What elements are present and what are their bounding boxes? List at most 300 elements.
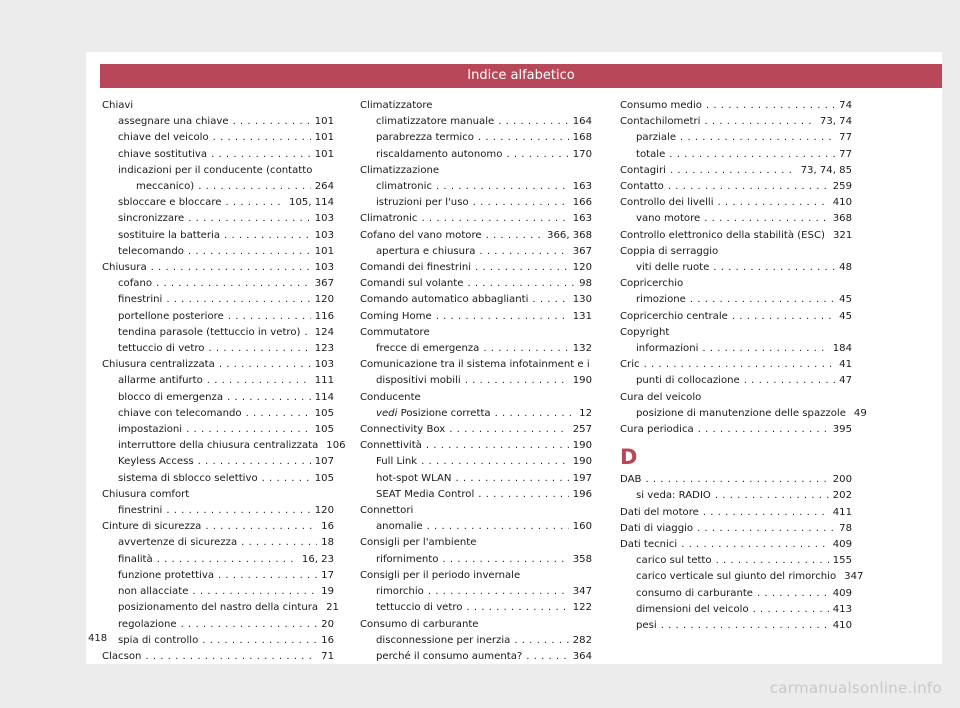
entry-term: Coppia di serraggio <box>620 245 719 257</box>
entry-page-ref[interactable]: 257 <box>572 424 592 436</box>
entry-page-ref[interactable]: 16, 23 <box>301 553 334 565</box>
index-subentry <box>620 488 852 504</box>
dot-leader <box>514 633 568 649</box>
index-subentry <box>102 373 334 389</box>
index-subentry <box>102 195 334 211</box>
index-entry <box>360 422 592 438</box>
entry-page-ref[interactable]: 347 <box>572 586 592 598</box>
entry-page-ref[interactable]: 101 <box>314 148 334 160</box>
watermark: carmanualsonline.info <box>769 679 942 697</box>
index-entry <box>620 98 852 114</box>
index-entry <box>620 472 852 488</box>
index-subentry <box>102 454 334 470</box>
index-subentry <box>360 406 592 422</box>
dot-leader <box>532 292 568 308</box>
index-subentry <box>102 276 334 292</box>
index-subentry <box>102 341 334 357</box>
entry-page-ref[interactable]: 111 <box>314 375 334 387</box>
index-subentry <box>360 147 592 163</box>
entry-term: Coming Home <box>360 310 432 322</box>
index-entry <box>620 422 852 438</box>
entry-term: dimensioni del veicolo <box>636 603 749 615</box>
entry-term: spia di controllo <box>118 634 199 646</box>
dot-leader <box>467 276 575 292</box>
index-entry <box>360 260 592 276</box>
entry-page-ref[interactable]: 131 <box>572 310 592 322</box>
entry-term: meccanico) <box>136 181 195 193</box>
entry-page-ref[interactable]: 409 <box>832 587 852 599</box>
index-entry <box>620 521 852 537</box>
entry-term: DAB <box>620 474 642 486</box>
index-entry <box>620 505 852 521</box>
index-entry <box>360 568 592 584</box>
entry-page-ref[interactable]: 105 <box>314 472 334 484</box>
dot-leader <box>198 179 311 195</box>
entry-page-ref[interactable]: 16 <box>321 634 334 646</box>
index-entry <box>360 390 592 406</box>
entry-page-ref[interactable]: 45 <box>839 294 852 306</box>
index-entry <box>360 211 592 227</box>
dot-leader <box>422 211 569 227</box>
entry-term: informazioni <box>636 343 699 355</box>
index-subentry <box>620 602 852 618</box>
entry-page-ref[interactable]: 200 <box>832 474 852 486</box>
entry-term: dispositivi mobili <box>376 375 461 387</box>
entry-term: tettuccio di vetro <box>376 602 463 614</box>
index-subentry <box>360 130 592 146</box>
dot-leader <box>218 568 317 584</box>
dot-leader <box>226 195 286 211</box>
entry-page-ref[interactable]: 98 <box>579 278 592 290</box>
dot-leader <box>670 163 797 179</box>
index-subentry <box>102 292 334 308</box>
dot-leader <box>690 292 835 308</box>
entry-page-ref[interactable]: 264 <box>314 181 334 193</box>
entry-term: disconnessione per inerzia <box>376 634 511 646</box>
index-subentry <box>360 487 592 503</box>
entry-page-ref[interactable]: 410 <box>832 197 852 209</box>
entry-page-ref[interactable]: 120 <box>314 505 334 517</box>
entry-term: Keyless Access <box>118 456 194 468</box>
entry-term: Cura del veicolo <box>620 391 702 403</box>
index-entry <box>620 537 852 553</box>
entry-term: portellone posteriore <box>118 310 224 322</box>
entry-term: Connettività <box>360 440 422 452</box>
dot-leader <box>198 454 311 470</box>
entry-page-ref[interactable]: 168 <box>572 132 592 144</box>
index-entry <box>620 195 852 211</box>
entry-term: Copricerchio centrale <box>620 310 728 322</box>
index-subentry <box>102 471 334 487</box>
entry-term: rimorchio <box>376 586 424 598</box>
index-entry <box>102 260 334 276</box>
entry-page-ref[interactable]: 364 <box>572 650 592 662</box>
entry-term: finalità <box>118 553 153 565</box>
dot-leader <box>715 488 829 504</box>
entry-page-ref[interactable]: 16 <box>321 521 334 533</box>
index-subentry <box>620 341 852 357</box>
entry-term: Chiavi <box>102 100 134 111</box>
entry-term: riscaldamento autonomo <box>376 148 503 160</box>
entry-page-ref[interactable]: 358 <box>572 553 592 565</box>
index-entry <box>360 535 592 551</box>
entry-page-ref[interactable]: 202 <box>832 490 852 502</box>
dot-leader <box>213 130 311 146</box>
entry-term: interruttore della chiusura centralizzata <box>118 440 319 452</box>
entry-term: Controllo elettronico della stabilità (ESC) <box>620 229 825 241</box>
dot-leader <box>156 276 311 292</box>
dot-leader <box>246 406 311 422</box>
entry-page-ref[interactable]: 184 <box>832 343 852 355</box>
entry-page-ref[interactable]: 105, 114 <box>289 197 334 209</box>
entry-page-ref[interactable]: 130 <box>572 294 592 306</box>
entry-term: Connettori <box>360 505 414 517</box>
entry-page-ref[interactable]: 321 <box>832 229 853 241</box>
entry-term: sistema di sblocco selettivo <box>118 472 258 484</box>
index-subentry <box>620 260 852 276</box>
entry-page-ref[interactable]: 155 <box>832 555 852 567</box>
dot-leader <box>753 602 829 618</box>
dot-leader <box>697 521 835 537</box>
entry-page-ref[interactable]: 77 <box>839 132 852 144</box>
entry-term: punti di collocazione <box>636 375 740 387</box>
index-subentry <box>102 406 334 422</box>
entry-page-ref[interactable]: 105 <box>314 424 334 436</box>
entry-term: consumo di carburante <box>636 587 754 599</box>
index-subentry <box>620 406 867 422</box>
entry-page-ref[interactable]: 411 <box>832 506 852 518</box>
entry-term: rifornimento <box>376 553 439 565</box>
entry-term: vano motore <box>636 213 701 225</box>
index-subentry <box>360 114 592 130</box>
index-subentry <box>360 519 592 535</box>
entry-page-ref[interactable]: 120 <box>314 294 334 306</box>
entry-page-ref[interactable]: 259 <box>832 181 852 193</box>
dot-leader <box>145 649 317 665</box>
index-entry <box>102 649 334 665</box>
page-header: Indice alfabetico <box>100 64 942 88</box>
index-entry <box>102 519 334 535</box>
index-subentry <box>360 471 592 487</box>
index-subentry <box>620 147 852 163</box>
index-entry <box>620 228 852 244</box>
entry-page-ref[interactable]: 71 <box>321 650 334 662</box>
dot-leader <box>681 537 829 553</box>
index-subentry <box>360 633 592 649</box>
dot-leader <box>718 195 829 211</box>
entry-term: Comunicazione tra il sistema infotainment e i <box>360 359 590 371</box>
dot-leader <box>486 228 543 244</box>
entry-page-ref[interactable]: 196 <box>572 488 592 500</box>
index-subentry <box>620 569 864 585</box>
entry-term: Controllo dei livelli <box>620 197 714 209</box>
entry-page-ref[interactable]: 367 <box>572 245 592 257</box>
entry-page-ref[interactable]: 367 <box>314 278 334 290</box>
entry-page-ref[interactable]: 395 <box>832 424 852 436</box>
entry-page-ref[interactable]: 101 <box>314 116 334 128</box>
index-subentry <box>360 341 592 357</box>
entry-term: Full Link <box>376 456 418 468</box>
entry-term: perché il consumo aumenta? <box>376 650 523 662</box>
dot-leader <box>436 309 569 325</box>
entry-term: blocco di emergenza <box>118 391 224 403</box>
entry-term: sostituire la batteria <box>118 229 221 241</box>
entry-term: Comandi dei finestrini <box>360 262 472 274</box>
entry-term: impostazioni <box>118 424 183 436</box>
entry-page-ref[interactable]: 105 <box>314 407 334 419</box>
entry-term: Comando automatico abbaglianti <box>360 294 529 306</box>
dot-leader <box>644 357 836 373</box>
entry-term: istruzioni per l'uso <box>376 197 469 209</box>
index-entry <box>620 357 852 373</box>
dot-leader <box>465 373 569 389</box>
index-subentry <box>360 600 592 616</box>
entry-term: rimozione <box>636 294 686 306</box>
dot-leader <box>436 179 569 195</box>
dot-leader <box>732 309 835 325</box>
index-entry <box>360 617 592 633</box>
index-subentry <box>102 163 334 179</box>
entry-term: Connectivity Box <box>360 424 446 436</box>
entry-page-ref[interactable]: 18 <box>321 537 334 549</box>
dot-leader <box>669 147 835 163</box>
entry-term: carico verticale sul giunto del rimorchio <box>636 571 837 583</box>
index-subentry <box>102 617 334 633</box>
entry-page-ref[interactable]: 114 <box>314 391 334 403</box>
entry-page-ref[interactable]: 73, 74 <box>819 116 852 128</box>
entry-page-ref[interactable]: 73, 74, 85 <box>800 164 852 176</box>
entry-term: Dati di viaggio <box>620 522 694 534</box>
entry-term: avvertenze di sicurezza <box>118 537 238 549</box>
entry-page-ref[interactable]: 120 <box>572 262 592 274</box>
entry-page-ref[interactable]: 166 <box>572 197 592 209</box>
entry-page-ref[interactable]: 101 <box>314 245 334 257</box>
dot-leader <box>506 147 568 163</box>
entry-page-ref[interactable]: 12 <box>579 407 592 419</box>
entry-page-ref[interactable]: 103 <box>314 262 334 274</box>
index-subentry <box>102 390 334 406</box>
entry-page-ref[interactable]: 282 <box>572 634 592 646</box>
index-entry <box>360 163 592 179</box>
index-subentry <box>102 309 334 325</box>
entry-page-ref[interactable]: 41 <box>839 359 852 371</box>
entry-prefix: vedi <box>376 407 398 419</box>
dot-leader <box>466 600 568 616</box>
index-entry <box>360 276 592 292</box>
entry-term: Copyright <box>620 326 670 338</box>
dot-leader <box>478 130 569 146</box>
entry-term: Consigli per l'ambiente <box>360 537 477 549</box>
entry-page-ref[interactable]: 48 <box>839 262 852 274</box>
entry-term: sincronizzare <box>118 213 185 225</box>
dot-leader <box>744 373 835 389</box>
dot-leader <box>428 584 569 600</box>
index-entry <box>620 179 852 195</box>
entry-page-ref[interactable]: 101 <box>314 132 334 144</box>
index-subentry <box>360 373 592 389</box>
dot-leader <box>262 471 311 487</box>
entry-page-ref[interactable]: 47 <box>839 375 852 387</box>
entry-page-ref[interactable]: 17 <box>321 569 334 581</box>
dot-leader <box>192 584 317 600</box>
page-number: 418 <box>88 633 108 644</box>
entry-term: Copricerchio <box>620 278 684 290</box>
index-entry <box>102 357 334 373</box>
entry-term: frecce di emergenza <box>376 343 480 355</box>
dot-leader <box>668 179 829 195</box>
entry-term: Cinture di sicurezza <box>102 521 202 533</box>
index-subentry <box>620 211 852 227</box>
dot-leader <box>698 422 829 438</box>
entry-page-ref[interactable]: 74 <box>839 100 852 111</box>
entry-term: sbloccare e bloccare <box>118 197 222 209</box>
index-subentry <box>360 454 592 470</box>
dot-leader <box>661 618 829 634</box>
index-subentry <box>102 503 334 519</box>
entry-page-ref[interactable]: 49 <box>853 407 867 419</box>
entry-term: Contachilometri <box>620 116 701 128</box>
dot-leader <box>207 373 311 389</box>
entry-page-ref[interactable]: 170 <box>572 148 592 160</box>
dot-leader <box>224 228 311 244</box>
entry-page-ref[interactable]: 103 <box>314 213 334 225</box>
index-subentry <box>102 228 334 244</box>
entry-term: Conducente <box>360 391 421 403</box>
index-entry <box>620 163 852 179</box>
dot-leader <box>475 260 569 276</box>
index-entry <box>620 276 852 292</box>
entry-term: Climatizzazione <box>360 164 440 176</box>
dot-leader <box>202 633 317 649</box>
dot-leader <box>526 649 568 665</box>
entry-term: assegnare una chiave <box>118 116 229 128</box>
entry-page-ref[interactable]: 190 <box>572 456 592 468</box>
entry-term: apertura e chiusura <box>376 245 476 257</box>
entry-term: Dati tecnici <box>620 539 678 551</box>
entry-term: SEAT Media Control <box>376 488 475 500</box>
entry-page-ref[interactable]: 368 <box>832 213 852 225</box>
index-entry <box>360 309 592 325</box>
dot-leader <box>227 390 311 406</box>
entry-term: viti delle ruote <box>636 262 710 274</box>
entry-page-ref[interactable]: 409 <box>832 539 852 551</box>
entry-term: totale <box>636 148 666 160</box>
entry-term: Climatronic <box>360 213 418 225</box>
index-subentry <box>360 195 592 211</box>
entry-term: chiave del veicolo <box>118 132 209 144</box>
dot-leader <box>483 341 568 357</box>
index-subentry <box>102 633 334 649</box>
index-subentry <box>102 568 334 584</box>
entry-page-ref[interactable]: 347 <box>844 571 864 583</box>
dot-leader <box>151 260 311 276</box>
index-column-3 <box>620 98 867 634</box>
entry-term: Clacson <box>102 650 142 662</box>
index-entry <box>360 503 592 519</box>
index-subentry <box>102 114 334 130</box>
dot-leader <box>205 519 317 535</box>
index-subentry <box>620 586 852 602</box>
index-subentry <box>360 179 592 195</box>
index-subentry <box>360 552 592 568</box>
entry-page-ref[interactable]: 124 <box>314 326 334 338</box>
entry-term: cofano <box>118 278 153 290</box>
index-subentry <box>102 584 334 600</box>
entry-page-ref[interactable]: 103 <box>314 229 334 241</box>
entry-page-ref[interactable]: 107 <box>314 456 334 468</box>
index-subentry <box>102 179 334 195</box>
dot-leader <box>498 114 569 130</box>
dot-leader <box>181 617 318 633</box>
dot-leader <box>211 147 311 163</box>
index-entry <box>360 325 592 341</box>
index-subentry <box>620 130 852 146</box>
dot-leader <box>680 130 835 146</box>
dot-leader <box>426 438 569 454</box>
dot-leader <box>645 472 828 488</box>
entry-page-ref[interactable]: 20 <box>321 618 334 630</box>
entry-page-ref[interactable]: 163 <box>572 181 592 193</box>
entry-page-ref[interactable]: 197 <box>572 472 592 484</box>
entry-page-ref[interactable]: 103 <box>314 359 334 371</box>
dot-leader <box>703 505 829 521</box>
entry-page-ref[interactable]: 132 <box>572 343 592 355</box>
dot-leader <box>421 454 569 470</box>
entry-page-ref[interactable]: 410 <box>832 620 852 632</box>
entry-page-ref[interactable]: 160 <box>572 521 592 533</box>
entry-term <box>376 406 491 422</box>
entry-term: Consigli per il periodo invernale <box>360 569 521 581</box>
entry-page-ref[interactable]: 122 <box>572 602 592 614</box>
entry-page-ref[interactable]: 21 <box>326 602 339 614</box>
entry-term: anomalie <box>376 521 423 533</box>
entry-page-ref[interactable]: 123 <box>314 343 334 355</box>
entry-term: Chiusura <box>102 262 147 274</box>
index-subentry <box>102 422 334 438</box>
entry-page-ref[interactable]: 164 <box>572 116 592 128</box>
index-subentry <box>620 553 852 569</box>
entry-page-ref[interactable]: 413 <box>832 603 852 615</box>
dot-leader <box>713 260 835 276</box>
entry-page-ref[interactable]: 106 <box>326 440 346 452</box>
entry-term: chiave sostitutiva <box>118 148 208 160</box>
entry-term: Commutatore <box>360 326 430 338</box>
entry-page-ref[interactable]: 366, 368 <box>547 229 592 241</box>
entry-page-ref[interactable]: 45 <box>839 310 852 322</box>
entry-term: finestrini <box>118 294 163 306</box>
entry-term: non allacciate <box>118 586 189 598</box>
entry-term: si veda: RADIO <box>636 490 711 502</box>
entry-page-ref[interactable]: 78 <box>839 522 852 534</box>
index-subentry <box>360 649 592 665</box>
dot-leader <box>473 195 569 211</box>
entry-page-ref[interactable]: 190 <box>572 440 592 452</box>
entry-term: climatizzatore manuale <box>376 116 495 128</box>
entry-term: Chiusura centralizzata <box>102 359 215 371</box>
entry-page-ref[interactable]: 19 <box>321 586 334 598</box>
entry-term: Cofano del vano motore <box>360 229 482 241</box>
index-subentry <box>102 147 334 163</box>
entry-term: parziale <box>636 132 677 144</box>
entry-page-ref[interactable]: 190 <box>572 375 592 387</box>
index-entry <box>360 292 592 308</box>
entry-page-ref[interactable]: 116 <box>314 310 334 322</box>
entry-term: pesi <box>636 620 657 632</box>
dot-leader <box>702 341 828 357</box>
entry-page-ref[interactable]: 163 <box>572 213 592 225</box>
entry-page-ref[interactable]: 77 <box>839 148 852 160</box>
entry-term: Contatto <box>620 181 664 193</box>
